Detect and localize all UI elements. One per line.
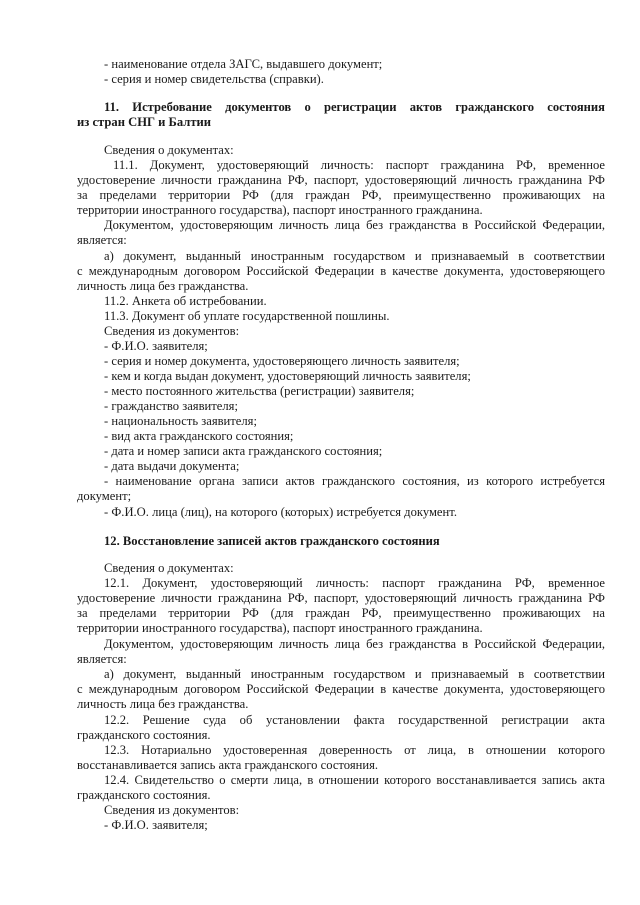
text-line: 11.2. Анкета об истребовании. bbox=[104, 294, 267, 308]
text-line: за пределами территории РФ (для граждан РФ, преимущественно проживающих на bbox=[77, 188, 605, 202]
text-line: 12.1. Документ, удостоверяющий личность: паспорт гражданина РФ, временное bbox=[104, 576, 605, 590]
section-11-heading-cont: из стран СНГ и Балтии bbox=[77, 115, 212, 129]
text-line: Сведения из документов: bbox=[104, 324, 240, 338]
text-line: 12.2. Решение суда об установлении факта государственной регистрации акта bbox=[104, 713, 605, 727]
text-line: 12.4. Свидетельство о смерти лица, в отношении которого восстанавливается запись акта bbox=[104, 773, 605, 787]
text-line: Сведения из документов: bbox=[104, 803, 240, 817]
text-line: Сведения о документах: bbox=[104, 143, 234, 157]
text-line: - наименование отдела ЗАГС, выдавшего документ; bbox=[104, 57, 383, 71]
text-line: личность лица без гражданства. bbox=[77, 697, 249, 711]
text-line: гражданского состояния. bbox=[77, 788, 211, 802]
list-item: - кем и когда выдан документ, удостоверяющий личность заявителя; bbox=[104, 369, 471, 383]
list-item: - серия и номер документа, удостоверяющего личность заявителя; bbox=[104, 354, 460, 368]
text-line: с международным договором Российской Федерации в качестве документа, удостоверяющего bbox=[77, 264, 605, 278]
text-line: а) документ, выданный иностранным государством и признаваемый в соответствии bbox=[104, 667, 605, 681]
text-line: за пределами территории РФ (для граждан РФ, преимущественно проживающих на bbox=[77, 606, 605, 620]
text-line: Сведения о документах: bbox=[104, 561, 234, 575]
list-item: - гражданство заявителя; bbox=[104, 399, 238, 413]
section-12-heading: 12. Восстановление записей актов гражданского состояния bbox=[104, 534, 440, 548]
text-line: Документом, удостоверяющим личность лица без гражданства в Российской Федерации, bbox=[104, 218, 605, 232]
text-line: 12.3. Нотариально удостоверенная доверенность от лица, в отношении которого bbox=[104, 743, 605, 757]
list-item: - дата и номер записи акта гражданского состояния; bbox=[104, 444, 383, 458]
text-line: является: bbox=[77, 652, 127, 666]
list-item: - наименование органа записи актов гражданского состояния, из которого истребуется bbox=[104, 474, 605, 488]
list-item: - место постоянного жительства (регистрации) заявителя; bbox=[104, 384, 415, 398]
list-item: - дата выдачи документа; bbox=[104, 459, 240, 473]
list-item: - национальность заявителя; bbox=[104, 414, 257, 428]
list-item: - Ф.И.О. лица (лиц), на которого (которых) истребуется документ. bbox=[104, 505, 457, 519]
list-item-cont: документ; bbox=[77, 489, 132, 503]
text-line: 11.1. Документ, удостоверяющий личность: паспорт гражданина РФ, временное bbox=[113, 158, 605, 172]
text-line: является: bbox=[77, 233, 127, 247]
list-item: - Ф.И.О. заявителя; bbox=[104, 818, 208, 832]
text-line: удостоверение личности гражданина РФ, паспорт, удостоверяющий личность гражданина РФ bbox=[77, 173, 605, 187]
text-line: - серия и номер свидетельства (справки). bbox=[104, 72, 324, 86]
text-line: территории иностранного государства), паспорт иностранного гражданина. bbox=[77, 203, 483, 217]
list-item: - вид акта гражданского состояния; bbox=[104, 429, 294, 443]
section-11-heading: 11. Истребование документов о регистрации актов гражданского состояния bbox=[104, 100, 605, 114]
text-line: гражданского состояния. bbox=[77, 728, 211, 742]
text-line: удостоверение личности гражданина РФ, паспорт, удостоверяющий личность гражданина РФ bbox=[77, 591, 605, 605]
text-line: личность лица без гражданства. bbox=[77, 279, 249, 293]
text-line: с международным договором Российской Федерации в качестве документа, удостоверяющего bbox=[77, 682, 605, 696]
text-line: Документом, удостоверяющим личность лица без гражданства в Российской Федерации, bbox=[104, 637, 605, 651]
text-line: а) документ, выданный иностранным государством и признаваемый в соответствии bbox=[104, 249, 605, 263]
text-line: территории иностранного государства), паспорт иностранного гражданина. bbox=[77, 621, 483, 635]
text-line: восстанавливается запись акта гражданского состояния. bbox=[77, 758, 379, 772]
list-item: - Ф.И.О. заявителя; bbox=[104, 339, 208, 353]
text-line: 11.3. Документ об уплате государственной пошлины. bbox=[104, 309, 390, 323]
